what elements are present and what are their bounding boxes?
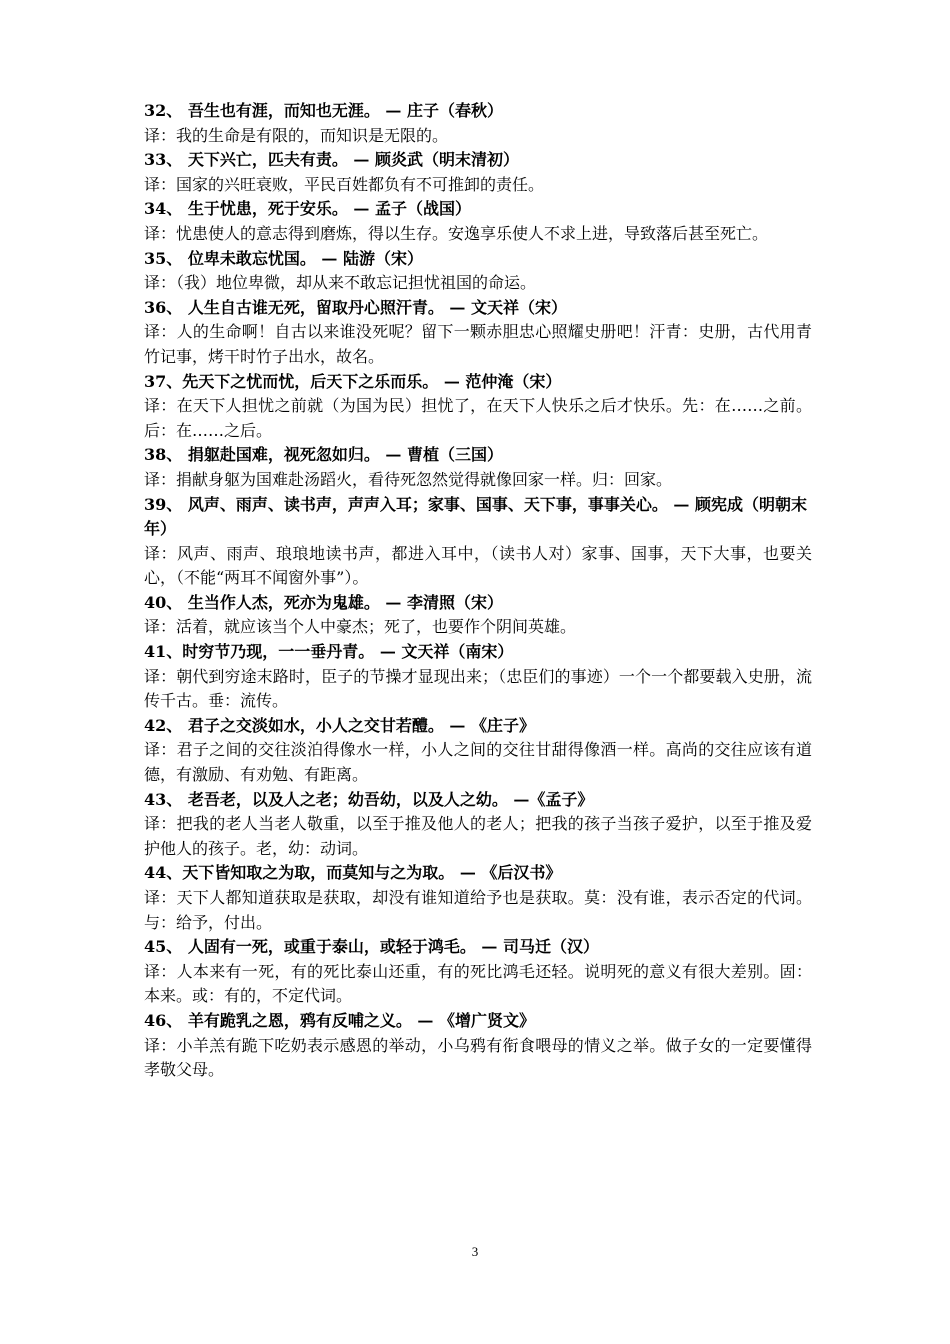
quote-translation: 译：把我的老人当老人敬重，以至于推及他人的老人；把我的孩子当孩子爱护，以至于推及爱护他人的孩子。老，幼：动词。 (144, 814, 812, 858)
quote-heading: 36、 人生自古谁无死，留取丹心照汗青。 — 文天祥（宋） (144, 297, 567, 317)
quote-heading: 44、天下皆知取之为取，而莫知与之为取。 — 《后汉书》 (144, 863, 562, 883)
quote-entry-43 (144, 788, 812, 862)
quote-translation: 译：（我）地位卑微，却从来不敢忘记担忧祖国的命运。 (144, 273, 537, 293)
quote-heading: 39、 风声、雨声、读书声，声声入耳；家事、国事、天下事，事事关心。 — 顾宪成（明朝末年） (144, 494, 807, 539)
quote-entry-44 (144, 861, 812, 935)
quote-entry-35 (144, 247, 812, 296)
quote-heading: 40、 生当作人杰，死亦为鬼雄。 — 李清照（宋） (144, 592, 503, 612)
page-number: 3 (471, 1244, 479, 1259)
quote-translation: 译：天下人都知道获取是获取，却没有谁知道给予也是获取。莫：没有谁，表示否定的代词。与：给予，付出。 (144, 888, 812, 932)
quote-entry-45 (144, 935, 812, 1009)
quote-entry-40 (144, 591, 812, 640)
quote-translation: 译：君子之间的交往淡泊得像水一样，小人之间的交往甘甜得像酒一样。高尚的交往应该有道德，有激励、有劝勉、有距离。 (144, 740, 812, 785)
quote-heading: 34、 生于忧患，死于安乐。 — 孟子（战国） (144, 199, 471, 219)
quote-entry-33 (144, 148, 812, 197)
quote-entry-36 (144, 296, 812, 370)
quote-entry-34 (144, 197, 812, 246)
quote-heading: 33、 天下兴亡，匹夫有责。 — 顾炎武（明末清初） (144, 150, 519, 170)
quote-translation: 译：人的生命啊！自古以来谁没死呢？留下一颗赤胆忠心照耀史册吧！汗青：史册，古代用青竹记事，烤干时竹子出水，故名。 (144, 322, 812, 366)
quote-translation: 译：国家的兴旺衰败，平民百姓都负有不可推卸的责任。 (144, 174, 545, 194)
quote-heading: 32、 吾生也有涯，而知也无涯。 — 庄子（春秋） (144, 101, 503, 120)
quote-heading: 37、先天下之忧而忧，后天下之乐而乐。 — 范仲淹（宋） (144, 371, 562, 391)
quote-heading: 46、 羊有跪乳之恩，鸦有反哺之义。 — 《增广贤文》 (144, 1010, 535, 1030)
quote-entry-41 (144, 640, 812, 714)
quote-translation: 译：我的生命是有限的，而知识是无限的。 (144, 125, 449, 145)
quote-translation: 译：朝代到穷途末路时，臣子的节操才显现出来；（忠臣们的事迹）一个一个都要载入史册，流传千古。垂：流传。 (144, 666, 812, 711)
quote-heading: 41、时穷节乃现，一一垂丹青。 — 文天祥（南宋） (144, 642, 514, 662)
quote-translation: 译：活着，就应该当个人中豪杰；死了，也要作个阴间英雄。 (144, 617, 577, 637)
quote-list (144, 99, 812, 1083)
quote-translation: 译：忧患使人的意志得到磨炼，得以生存。安逸享乐使人不求上进，导致落后甚至死亡。 (144, 223, 769, 243)
quote-translation: 译：风声、雨声、琅琅地读书声，都进入耳中，（读书人对）家事、国事，天下大事，也要关心，（不能“两耳不闻窗外事”）。 (144, 543, 812, 588)
quote-heading: 35、 位卑未敢忘忧国。 — 陆游（宋） (144, 248, 423, 268)
quote-heading: 45、 人固有一死，或重于泰山，或轻于鸿毛。 — 司马迁（汉） (144, 937, 599, 957)
quote-entry-32 (144, 99, 812, 148)
quote-translation: 译：捐献身躯为国难赴汤蹈火，看待死忽然觉得就像回家一样。归：回家。 (144, 469, 673, 489)
quote-entry-39 (144, 493, 812, 591)
quote-entry-37 (144, 370, 812, 444)
quote-translation: 译：人本来有一死，有的死比泰山还重，有的死比鸿毛还轻。说明死的意义有很大差别。固：本来。或：有的，不定代词。 (144, 961, 812, 1006)
quote-translation: 译：在天下人担忧之前就（为国为民）担忧了，在天下人快乐之后才快乐。先：在……之前。后：在……之后。 (144, 396, 812, 440)
quote-heading: 42、 君子之交淡如水，小人之交甘若醴。 — 《庄子》 (144, 715, 535, 735)
quote-heading: 38、 捐躯赴国难，视死忽如归。 — 曹植（三国） (144, 445, 503, 465)
quote-heading: 43、 老吾老，以及人之老；幼吾幼，以及人之幼。 —《孟子》 (144, 789, 594, 809)
quote-entry-42 (144, 714, 812, 788)
quote-translation: 译：小羊羔有跪下吃奶表示感恩的举动，小乌鸦有衔食喂母的情义之举。做子女的一定要懂得孝敬父母。 (144, 1035, 812, 1080)
quote-entry-46 (144, 1009, 812, 1083)
quote-entry-38 (144, 443, 812, 492)
